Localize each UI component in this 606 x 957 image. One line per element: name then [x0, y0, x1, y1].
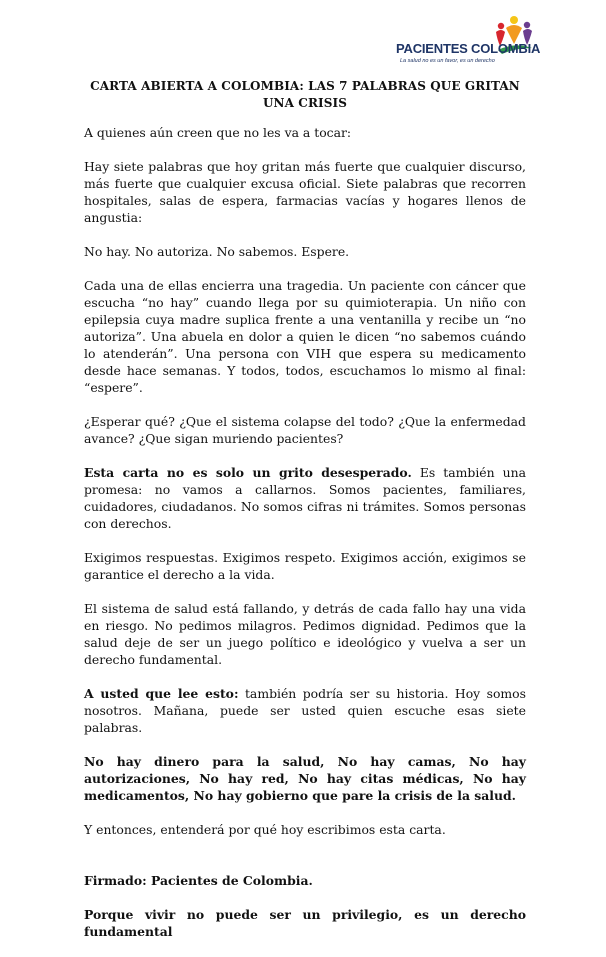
paragraph-questions: ¿Esperar qué? ¿Que el sistema colapse del todo? ¿Que la enfermedad avance? ¿Que sigan muriendo pacientes?: [84, 414, 526, 446]
paragraph-tragedies: Cada una de ellas encierra una tragedia. Un paciente con cáncer que escucha “no hay” cuando llega por su quimioterapia. Un niño con epilepsia cuya madre suplica frente a una ventanilla y recibe un “no autoriza”. Una abuela en dolor a quien le dicen “no sabemos cuándo lo atenderán”. Una persona con VIH que espera su medicamento desde hace semanas. Y todos, todos, escuchamos lo mismo al final: “espere”.: [84, 278, 526, 395]
reader-rest: también podría ser su historia. Hoy somos nosotros. Mañana, puede ser usted quien escuche esas siete palabras.: [84, 686, 526, 735]
signature: Firmado: Pacientes de Colombia.: [84, 873, 313, 888]
closing-line: Porque vivir no puede ser un privilegio, es un derecho fundamental: [84, 907, 526, 939]
paragraph-no-hay-list: No hay dinero para la salud, No hay camas, No hay autorizaciones, No hay red, No hay citas médicas, No hay medicamentos, No hay gobierno que pare la crisis de la salud.: [84, 754, 526, 803]
letter-title: CARTA ABIERTA A COLOMBIA: LAS 7 PALABRAS QUE GRITAN UNA CRISIS: [90, 79, 520, 110]
reader-bold: A usted que lee esto:: [84, 686, 239, 701]
brand-logo: [396, 14, 541, 70]
paragraph-promise: [84, 464, 526, 532]
paragraph-system: El sistema de salud está fallando, y detrás de cada fallo hay una vida en riesgo. No pedimos milagros. Pedimos dignidad. Pedimos que la salud deje de ser un juego político e ideológico y vuelva a ser un derecho fundamental.: [84, 601, 526, 667]
logo-tagline: La salud no es un favor, es un derecho: [400, 58, 495, 64]
paragraph-demands: Exigimos respuestas. Exigimos respeto. Exigimos acción, exigimos se garantice el derecho a la vida.: [84, 550, 526, 582]
paragraph-conclusion: Y entonces, entenderá por qué hoy escribimos esta carta.: [84, 822, 446, 837]
paragraph-reader: [84, 685, 526, 736]
paragraph-words-list: No hay. No autoriza. No sabemos. Espere.: [84, 244, 350, 259]
paragraph-seven-words: Hay siete palabras que hoy gritan más fuerte que cualquier discurso, más fuerte que cualquier excusa oficial. Siete palabras que recorren hospitales, salas de espera, farmacias vacías y hogares llenos de angustia:: [84, 159, 526, 225]
letter-body: [84, 78, 526, 957]
promise-bold: Esta carta no es solo un grito desesperado.: [84, 465, 412, 480]
promise-rest: Es también una promesa: no vamos a callarnos. Somos pacientes, familiares, cuidadores, ciudadanos. No somos cifras ni trámites. Somos personas con derechos.: [84, 465, 527, 531]
salutation: A quienes aún creen que no les va a tocar:: [84, 125, 352, 140]
logo-name: PACIENTES COLOMBIA: [396, 41, 541, 56]
